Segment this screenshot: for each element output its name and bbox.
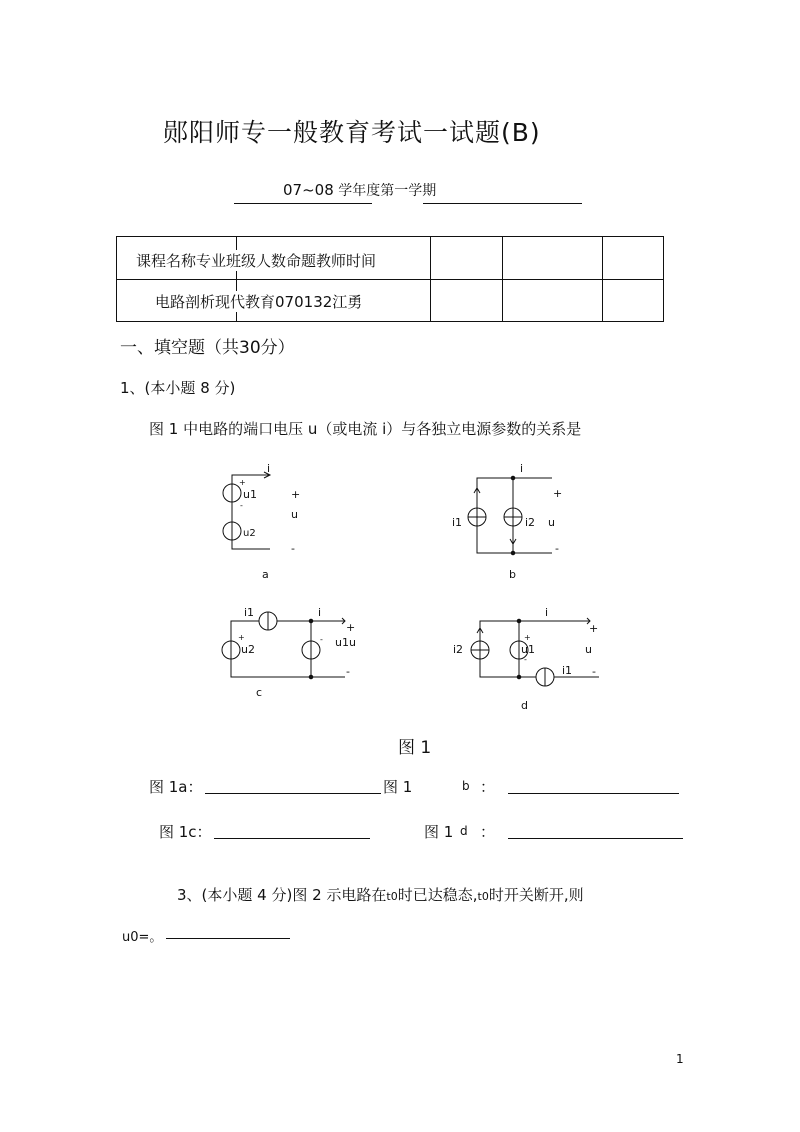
circuit-b xyxy=(468,476,552,555)
info-teacher: 江勇 xyxy=(332,293,363,311)
circuit-d-i1: i1 xyxy=(562,664,573,677)
circuit-a-src-plus: + xyxy=(239,478,246,487)
circuit-d-src-plus: + xyxy=(524,633,531,642)
circuit-d-labels xyxy=(453,606,598,712)
circuit-a-port-plus: + xyxy=(291,488,301,501)
circuit-b-i1: i1 xyxy=(452,516,463,529)
circuit-d-port-minus: - xyxy=(592,665,596,678)
circuit-b-labels xyxy=(452,462,562,581)
q1-description: 图 1 中电路的端口电压 u（或电流 i）与各独立电源参数的关系是 xyxy=(149,420,582,438)
info-class-code: 070132 xyxy=(275,293,333,311)
circuit-a-current-i: i xyxy=(267,462,271,475)
answer-d-letter: d xyxy=(460,824,468,838)
answer-a-label: 图 1a： xyxy=(149,778,203,796)
circuit-a-labels xyxy=(239,462,300,581)
info-course-name: 电路剖析现代教育 xyxy=(155,293,276,311)
q3-answer-blank[interactable] xyxy=(166,938,290,939)
page-number: 1 xyxy=(676,1052,684,1066)
circuit-a-src-minus: - xyxy=(240,501,243,510)
q3-text: 3、(本小题 4 分)图 2 示电路在t0时已达稳态,t0时开关断开,则 xyxy=(177,886,584,904)
term-rest: 学年度第一学期 xyxy=(338,183,437,199)
circuit-b-port-plus: + xyxy=(553,487,563,500)
answer-d-colon: ： xyxy=(480,823,496,841)
circuit-d-port-u: u xyxy=(585,643,592,656)
circuit-c-src-plus: + xyxy=(238,633,245,642)
circuit-b-port-u: u xyxy=(548,516,555,529)
answer-a-blank[interactable] xyxy=(205,793,381,794)
answer-d-blank[interactable] xyxy=(508,838,683,839)
circuit-d-i2: i2 xyxy=(453,643,464,656)
circuit-d-caption: d xyxy=(521,699,528,712)
q1-label: 1、(本小题 8 分) xyxy=(120,379,236,397)
circuit-d-u1: u1 xyxy=(521,643,535,656)
answer-b-label: 图 1 xyxy=(383,778,413,796)
circuit-c-u1u: u1u xyxy=(335,636,356,649)
answer-c-blank[interactable] xyxy=(214,838,370,839)
circuit-b-current-i: i xyxy=(520,462,524,475)
circuit-c-labels xyxy=(238,606,356,699)
section1-heading: 一、填空题（共30分） xyxy=(120,338,295,358)
circuit-a-port-minus: - xyxy=(291,542,295,555)
answer-d-label: 图 1 xyxy=(424,823,454,841)
circuit-c-port-plus: + xyxy=(346,621,356,634)
circuit-c-port-minus: - xyxy=(346,665,350,678)
circuit-d-current-i: i xyxy=(545,606,549,619)
circuit-c-i1: i1 xyxy=(244,606,255,619)
circuit-a-u1: u1 xyxy=(243,488,257,501)
circuit-d xyxy=(471,618,599,686)
circuit-a-caption: a xyxy=(262,568,269,581)
figure-1-caption: 图 1 xyxy=(398,738,432,758)
circuit-b-port-minus: - xyxy=(555,542,559,555)
answer-c-label: 图 1c： xyxy=(159,823,212,841)
circuit-b-caption: b xyxy=(509,568,516,581)
circuit-c-caption: c xyxy=(256,686,263,699)
answer-b-colon: ： xyxy=(480,778,496,796)
answer-b-blank[interactable] xyxy=(508,793,679,794)
info-row1-text: 课程名称专业班级人数命题教师时间 xyxy=(136,252,377,270)
exam-title: 郧阳师专一般教育考试一试题(B) xyxy=(163,118,541,147)
circuit-c-src-minus: - xyxy=(320,635,323,644)
circuit-d-src-minus: - xyxy=(524,655,527,664)
circuit-a-port-u: u xyxy=(291,508,298,521)
circuit-d-port-plus: + xyxy=(589,622,599,635)
circuit-c-u2: u2 xyxy=(241,643,255,656)
circuit-a-u2: u2 xyxy=(243,528,256,539)
circuit-b-i2: i2 xyxy=(525,516,536,529)
q3-u0-label: u0=。 xyxy=(122,930,163,945)
term-year: 07~08 xyxy=(283,181,334,199)
circuit-c-current-i: i xyxy=(318,606,322,619)
answer-b-letter: b xyxy=(462,779,470,793)
